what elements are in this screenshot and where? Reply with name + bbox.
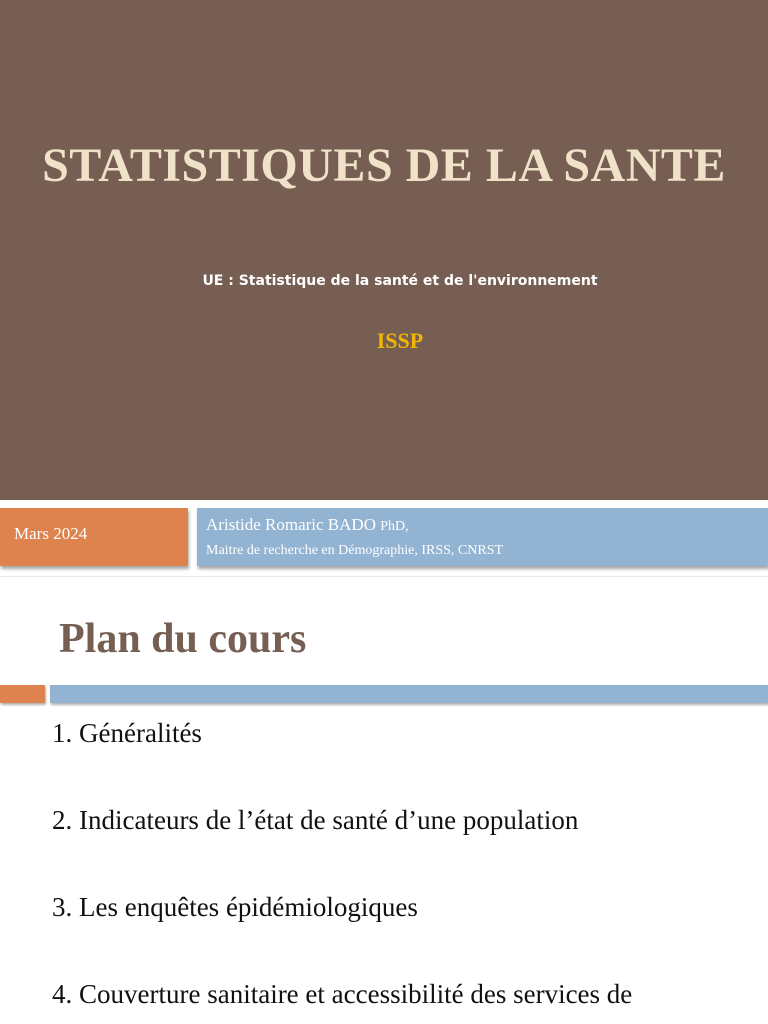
plan-item: 2. Indicateurs de l’état de santé d’une population [52,805,579,835]
author-name: Aristide Romaric BADO [206,515,376,534]
plan-item: 3. Les enquêtes épidémiologiques [52,892,418,922]
slide-separator [0,500,768,508]
author-degree: PhD, [380,519,409,534]
course-unit-subtitle: UE : Statistique de la santé et de l'environnement [202,273,598,289]
author-role: Maitre de recherche en Démographie, IRSS, CNRST [206,543,504,558]
plan-list [52,717,752,1024]
plan-item: 4. Couverture sanitaire et accessibilité des services de [52,979,633,1009]
plan-title: Plan du cours [59,616,307,662]
date-banner [0,508,188,566]
plan-slide [0,576,768,1024]
accent-bar-blue [50,685,768,703]
title-slide [0,0,768,500]
plan-item: 1. Généralités [52,718,202,748]
organization-label: ISSP [376,328,424,353]
accent-bar-orange [0,685,45,703]
author-banner [197,508,768,566]
slide-title: STATISTIQUES DE LA SANTE [42,139,726,192]
author-name-line [206,515,409,535]
presentation-date: Mars 2024 [14,524,88,543]
